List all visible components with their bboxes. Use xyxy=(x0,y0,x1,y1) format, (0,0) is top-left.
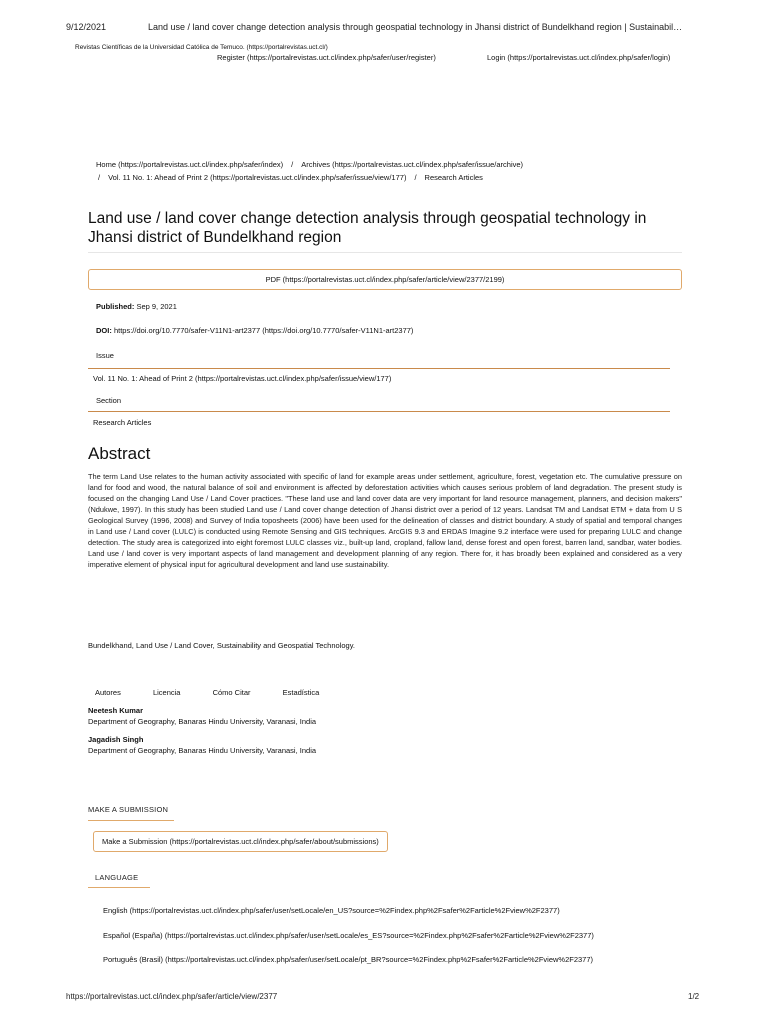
section-divider xyxy=(88,411,670,412)
abstract-text: The term Land Use relates to the human activity associated with specific of land for example areas under settlement, agriculture, forest, vegetation etc. The cumulative pressure on land for food and wood, the natural balance of soil and environment is affected by deforestation activities which causes serious problem of land degradation. The present study is focused on the changing Land Use / Land Cover practices. "These land use and land cover data are very important for land resource management, planners, and decision makers" (Ndukwe, 1997). In this study has been studied Land use / Land cover change detection of Jhansi district over a period of 12 years. Landsat TM and Landsat ETM + data from U S Geological Survey (1996, 2008) and Survey of India toposheets (2006) have been used for the delineation of classes and district boundary. A study of spatial and temporal changes in Land use / Land cover (LULC) is conducted using Remote Sensing and GIS techniques. ArcGIS 9.3 and ERDAS Imagine 9.2 interface were used for preparing LULC and change detection. The study area is categorized into eight foremost LULC classes viz., built-up land, cropland, fallow land, dense forest and open forest, barren land, sandbar, water bodies. Land use / land cover is very important aspects of land management and development planning of any region. There for, it has broadly been explained and considered as a very imperative element of physical input for agricultural development and land use sustainability. xyxy=(88,472,682,569)
breadcrumb-current: Research Articles xyxy=(424,173,483,182)
breadcrumb-home[interactable]: Home (https://portalrevistas.uct.cl/index.php/safer/index) xyxy=(96,160,284,169)
breadcrumb-separator: / xyxy=(291,160,294,169)
breadcrumb-line-2 xyxy=(96,173,483,182)
site-name-link[interactable]: Revistas Científicas de la Universidad Católica de Temuco. (https://portalrevistas.uct.cl/) xyxy=(75,44,328,51)
breadcrumb-archives[interactable]: Archives (https://portalrevistas.uct.cl/index.php/safer/issue/archive) xyxy=(301,160,524,169)
doi-label: DOI: xyxy=(96,326,112,335)
section-value: Research Articles xyxy=(93,418,152,427)
language-heading: LANGUAGE xyxy=(95,873,139,882)
make-submission-heading: MAKE A SUBMISSION xyxy=(88,805,169,814)
language-item-english[interactable]: English (https://portalrevistas.uct.cl/index.php/safer/user/setLocale/en_US?source=%2Findex.php%2Fsafer%2Farticle%2Fview%2F2377) xyxy=(103,906,560,915)
login-link[interactable]: Login (https://portalrevistas.uct.cl/index.php/safer/login) xyxy=(487,53,671,62)
doi-link[interactable]: https://doi.org/10.7770/safer-V11N1-art2377 (https://doi.org/10.7770/safer-V11N1-art2377) xyxy=(113,326,414,335)
issue-divider xyxy=(88,368,670,369)
author-affiliation: Department of Geography, Banaras Hindu University, Varanasi, India xyxy=(88,717,317,726)
published-row xyxy=(96,302,177,311)
author-name: Neetesh Kumar xyxy=(88,706,144,715)
breadcrumb-separator: / xyxy=(98,173,101,182)
make-submission-underline xyxy=(88,820,174,821)
register-link[interactable]: Register (https://portalrevistas.uct.cl/index.php/safer/user/register) xyxy=(217,53,436,62)
language-underline xyxy=(88,887,150,888)
tab-estadistica[interactable]: Estadística xyxy=(282,688,320,697)
tab-licencia[interactable]: Licencia xyxy=(152,688,181,697)
page-title: Land use / land cover change detection analysis through geospatial technology in Jhansi district of Bundelkhand region xyxy=(88,210,647,246)
language-item-spanish[interactable]: Español (España) (https://portalrevistas.uct.cl/index.php/safer/user/setLocale/es_ES?source=%2Findex.php%2Fsafer%2Farticle%2Fview%2F2377) xyxy=(103,931,594,940)
print-footer-page: 1/2 xyxy=(688,992,700,1001)
published-value: Sep 9, 2021 xyxy=(136,302,177,311)
language-item-portuguese[interactable]: Português (Brasil) (https://portalrevistas.uct.cl/index.php/safer/user/setLocale/pt_BR?source=%2Findex.php%2Fsafer%2Farticle%2Fview%2F2377) xyxy=(103,955,594,964)
keywords: Bundelkhand, Land Use / Land Cover, Sustainability and Geospatial Technology. xyxy=(88,641,355,650)
breadcrumb-issue[interactable]: Vol. 11 No. 1: Ahead of Print 2 (https://portalrevistas.uct.cl/index.php/safer/issue/view/177) xyxy=(108,173,407,182)
section-heading: Section xyxy=(96,396,122,405)
breadcrumb-separator: / xyxy=(414,173,417,182)
tab-como-citar[interactable]: Cómo Citar xyxy=(212,688,251,697)
title-divider xyxy=(88,252,682,253)
make-submission-button[interactable]: Make a Submission (https://portalrevistas.uct.cl/index.php/safer/about/submissions) xyxy=(93,831,388,852)
issue-heading: Issue xyxy=(96,351,114,360)
author-name: Jagadish Singh xyxy=(88,735,144,744)
published-label: Published: xyxy=(96,302,135,311)
author-affiliation: Department of Geography, Banaras Hindu University, Varanasi, India xyxy=(88,746,317,755)
pdf-download-button[interactable]: PDF (https://portalrevistas.uct.cl/index.php/safer/article/view/2377/2199) xyxy=(88,269,682,290)
tab-autores[interactable]: Autores xyxy=(95,688,121,697)
abstract-heading: Abstract xyxy=(88,444,151,463)
article-tabs xyxy=(95,688,349,697)
breadcrumb xyxy=(96,160,523,169)
print-footer-url: https://portalrevistas.uct.cl/index.php/safer/article/view/2377 xyxy=(66,992,278,1001)
print-doc-title: Land use / land cover change detection analysis through geospatial technology in Jhansi district of Bundelkhand region | Sustainabil… xyxy=(148,22,683,32)
issue-link[interactable]: Vol. 11 No. 1: Ahead of Print 2 (https://portalrevistas.uct.cl/index.php/safer/issue/view/177) xyxy=(93,374,392,383)
doi-row xyxy=(96,326,413,335)
print-date: 9/12/2021 xyxy=(66,22,107,32)
